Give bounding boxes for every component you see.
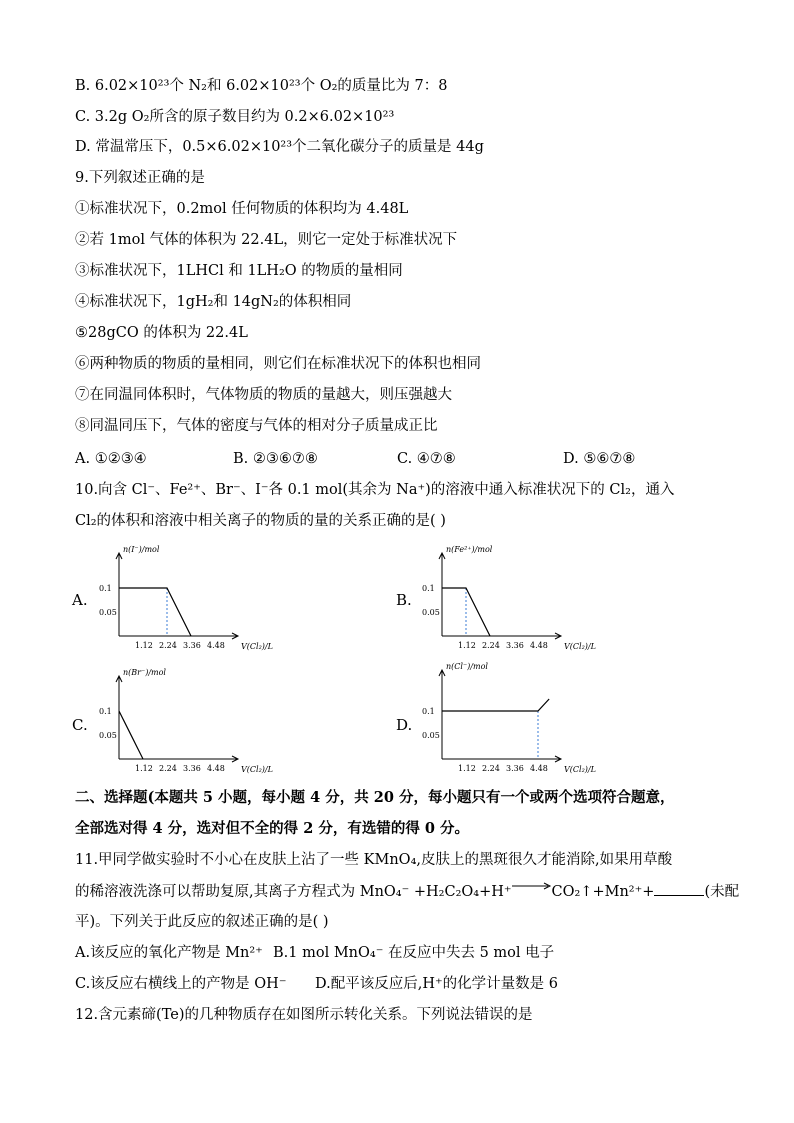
x-tick-label: 4.48 [530, 641, 548, 650]
chart-svg [418, 663, 618, 779]
y-tick-label: 0.1 [422, 584, 435, 593]
q11-option-a: A.该反应的氧化产物是 Mn²⁺ [75, 945, 263, 961]
q11-option-d: D.配平该反应后,H⁺的化学计量数是 6 [315, 976, 558, 992]
x-tick-label: 1.12 [458, 641, 476, 650]
x-tick-label: 1.12 [135, 641, 153, 650]
data-series-line [442, 699, 549, 711]
y-axis-label: n(Fe²⁺)/mol [446, 545, 493, 554]
x-axis-label: V(Cl₂)/L [241, 765, 273, 774]
x-axis-label: V(Cl₂)/L [241, 642, 273, 651]
section-2-heading-2: 全部选对得 4 分，选对但不全的得 2 分，有选错的得 0 分。 [75, 820, 470, 837]
chart-d [418, 663, 618, 779]
data-series-line [119, 588, 191, 636]
q10-stem-1: 10.向含 Cl⁻、Fe²⁺、Br⁻、I⁻各 0.1 mol(其余为 Na⁺)的溶液中通入标准状况下的 Cl₂，通入 [75, 482, 675, 498]
q12-stem: 12.含元素碲(Te)的几种物质存在如图所示转化关系。下列说法错误的是 [75, 1007, 533, 1023]
y-tick-label: 0.1 [422, 707, 435, 716]
x-tick-label: 3.36 [183, 764, 201, 773]
x-tick-label: 1.12 [458, 764, 476, 773]
y-tick-label: 0.05 [99, 731, 117, 740]
x-tick-label: 4.48 [207, 764, 225, 773]
chart-b-option-label: B. [396, 591, 412, 609]
chart-svg [418, 546, 618, 656]
q9-item-3: ③标准状况下，1LHCl 和 1LH₂O 的物质的量相同 [75, 263, 403, 279]
q11-blank [654, 881, 704, 896]
q9-item-1: ①标准状况下，0.2mol 任何物质的体积均为 4.48L [75, 201, 409, 217]
x-tick-label: 4.48 [207, 641, 225, 650]
x-tick-label: 2.24 [482, 764, 500, 773]
q11-options-ab [75, 943, 554, 963]
y-tick-label: 0.05 [422, 731, 440, 740]
x-axis-label: V(Cl₂)/L [564, 642, 596, 651]
x-tick-label: 3.36 [183, 641, 201, 650]
x-tick-label: 2.24 [159, 641, 177, 650]
q11-equation-note: (未配 [704, 884, 740, 900]
y-axis-label: n(Cl⁻)/mol [446, 662, 488, 671]
y-axis-label: n(I⁻)/mol [123, 545, 160, 554]
x-axis-label: V(Cl₂)/L [564, 765, 596, 774]
q9-item-6: ⑥两种物质的物质的量相同，则它们在标准状况下的体积也相同 [75, 356, 481, 372]
y-axis-label: n(Br⁻)/mol [123, 668, 166, 677]
q9-item-8: ⑧同温同压下，气体的密度与气体的相对分子质量成正比 [75, 418, 438, 434]
x-tick-label: 2.24 [159, 764, 177, 773]
data-series-line [119, 711, 143, 759]
chart-svg [95, 669, 295, 779]
q9-stem: 9.下列叙述正确的是 [75, 170, 205, 186]
section-2-heading-1: 二、选择题(本题共 5 小题，每小题 4 分，共 20 分，每小题只有一个或两个选项符合题意， [75, 789, 675, 806]
x-tick-label: 1.12 [135, 764, 153, 773]
x-tick-label: 4.48 [530, 764, 548, 773]
x-tick-label: 3.36 [506, 641, 524, 650]
y-tick-label: 0.05 [99, 608, 117, 617]
q9-item-5: ⑤28gCO 的体积为 22.4L [75, 325, 248, 341]
q8-option-d: D. 常温常压下，0.5×6.02×10²³个二氧化碳分子的质量是 44g [75, 139, 484, 155]
q9-item-4: ④标准状况下，1gH₂和 14gN₂的体积相同 [75, 294, 352, 310]
q9-option-c: C. ④⑦⑧ [397, 451, 456, 467]
chart-c-option-label: C. [72, 716, 88, 734]
q11-options-cd [75, 974, 558, 994]
q11-stem-2 [75, 881, 739, 902]
x-tick-label: 3.36 [506, 764, 524, 773]
chart-c [95, 669, 295, 779]
q11-stem-3: 平)。下列关于此反应的叙述正确的是( ) [75, 914, 329, 930]
q8-option-c: C. 3.2g O₂所含的原子数目约为 0.2×6.02×10²³ [75, 109, 395, 125]
y-tick-label: 0.1 [99, 584, 112, 593]
q8-option-b: B. 6.02×10²³个 N₂和 6.02×10²³个 O₂的质量比为 7：8 [75, 78, 448, 94]
q11-equation-right: CO₂↑+Mn²⁺+ [551, 884, 655, 900]
q9-option-a: A. ①②③④ [75, 451, 147, 467]
x-tick-label: 2.24 [482, 641, 500, 650]
q9-item-2: ②若 1mol 气体的体积为 22.4L，则它一定处于标准状况下 [75, 232, 458, 248]
q9-option-d: D. ⑤⑥⑦⑧ [563, 451, 636, 467]
chart-a [95, 546, 295, 656]
chart-d-option-label: D. [396, 716, 413, 734]
y-tick-label: 0.1 [99, 707, 112, 716]
chart-svg [95, 546, 295, 656]
q9-options [75, 449, 635, 469]
q11-option-b: B.1 mol MnO₄⁻ 在反应中失去 5 mol 电子 [273, 945, 555, 961]
reaction-arrow-icon [512, 876, 552, 896]
q9-item-7: ⑦在同温同体积时，气体物质的物质的量越大，则压强越大 [75, 387, 452, 403]
q11-option-c: C.该反应右横线上的产物是 OH⁻ [75, 976, 287, 992]
y-tick-label: 0.05 [422, 608, 440, 617]
q11-stem-1: 11.甲同学做实验时不小心在皮肤上沾了一些 KMnO₄,皮肤上的黑斑很久才能消除,如果用草酸 [75, 852, 673, 868]
q9-option-b: B. ②③⑥⑦⑧ [233, 451, 318, 467]
chart-b [418, 546, 618, 656]
q11-equation-left: 的稀溶液洗涤可以帮助复原,其离子方程式为 MnO₄⁻ +H₂C₂O₄+H⁺ [75, 884, 512, 900]
q10-stem-2: Cl₂的体积和溶液中相关离子的物质的量的关系正确的是( ) [75, 513, 446, 529]
chart-a-option-label: A. [72, 591, 88, 609]
